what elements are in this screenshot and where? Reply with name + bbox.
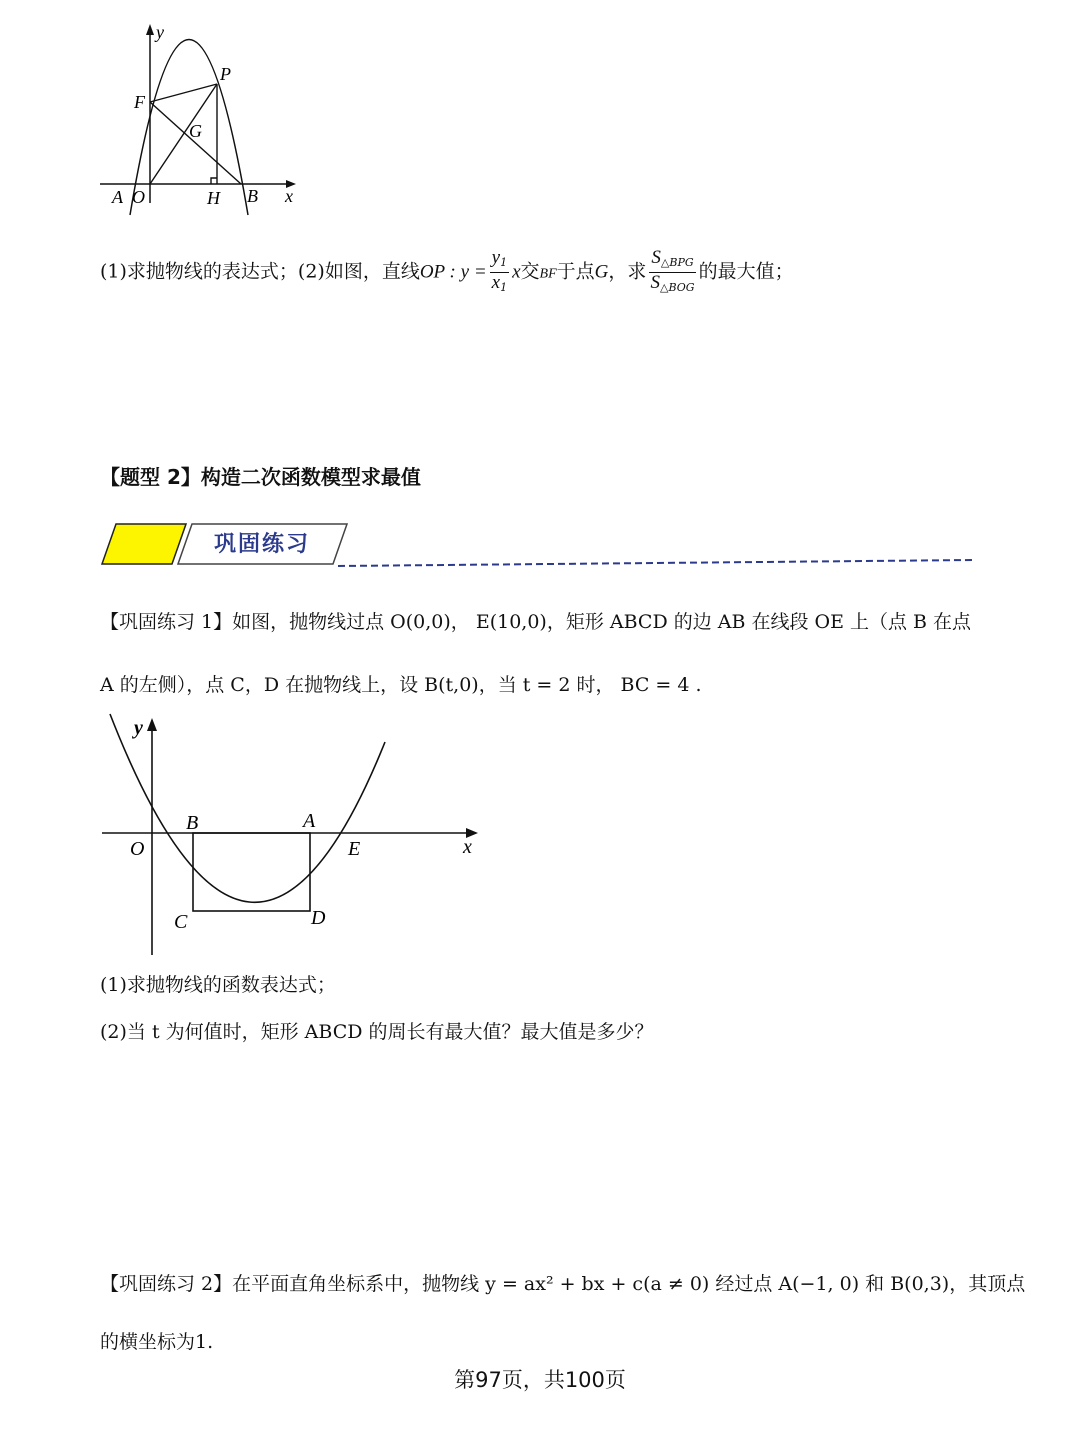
label-A: A [112, 187, 123, 207]
frac-den-sub: 1 [500, 281, 508, 294]
label2-x: x [463, 836, 472, 858]
label-F: F [134, 92, 145, 112]
section-title: 【题型 2】构造二次函数模型求最值 [100, 465, 421, 489]
point-g: G [594, 261, 609, 283]
practice1-q1: (1)求抛物线的函数表达式； [100, 974, 336, 996]
label2-B: B [186, 812, 199, 834]
label-O: O [132, 187, 145, 207]
label2-O: O [130, 838, 145, 860]
area-s-den: S [650, 272, 660, 293]
label-P: P [220, 64, 231, 84]
label2-A: A [303, 810, 316, 832]
label2-E: E [348, 838, 361, 860]
jiao-text: 交 [520, 260, 540, 283]
label-x: x [285, 186, 293, 206]
area-bpg: △BPG [660, 256, 694, 269]
label2-D: D [311, 907, 326, 929]
frac-num-sub: 1 [500, 256, 508, 269]
page-number-footer: 第97页，共100页 [454, 1368, 626, 1392]
frac-num: y [491, 247, 501, 268]
label-B: B [247, 186, 258, 206]
figure-1-parabola-triangle [90, 18, 310, 218]
label-y: y [156, 22, 164, 42]
fraction-y1-over-x1 [490, 248, 509, 297]
practice-label: 巩固练习 [214, 532, 311, 557]
problem-a-line [100, 248, 794, 297]
label-H: H [207, 188, 220, 208]
bf-segment: BF [539, 266, 557, 282]
practice2-line1: 【巩固练习 2】在平面直角坐标系中，抛物线 y = ax² + bx + c(a ≠ 0) 经过点 A(−1, 0) 和 B(0,3)，其顶点 [100, 1273, 1026, 1295]
area-s-num: S [651, 247, 661, 268]
x-variable: x [512, 261, 521, 283]
problem-a-tail: 的最大值； [698, 260, 794, 283]
practice1-line2: A 的左侧），点 C，D 在抛物线上，设 B(t,0)，当 t = 2 时， BC = 4 . [100, 674, 702, 696]
frac-den: x [491, 272, 501, 293]
practice2-line2: 的横坐标为1. [100, 1331, 214, 1353]
label2-y: y [134, 717, 143, 739]
figure-2-parabola-rectangle [95, 712, 490, 962]
label-G: G [189, 121, 202, 141]
banner-dashed-line [338, 560, 972, 566]
practice1-q2: (2)当 t 为何值时，矩形 ABCD 的周长有最大值？最大值是多少？ [100, 1021, 654, 1043]
qiu-text: ，求 [608, 260, 647, 283]
figure-2-axes [102, 718, 478, 955]
banner-yellow-block [102, 524, 186, 564]
problem-a-op-line: OP : y = [419, 261, 487, 283]
area-bog: △BOG [660, 281, 695, 294]
label2-C: C [174, 911, 188, 933]
fraction-area-ratio [649, 248, 695, 297]
rectangle-ABCD [193, 833, 310, 911]
problem-a-part1: (1)求抛物线的表达式；(2)如图，直线 [100, 260, 420, 283]
practice1-line1: 【巩固练习 1】如图，抛物线过点 O(0,0)， E(10,0)，矩形 ABCD 的边 AB 在线段 OE 上（点 B 在点 [100, 611, 972, 633]
yu-dian-text: 于点 [556, 260, 595, 283]
